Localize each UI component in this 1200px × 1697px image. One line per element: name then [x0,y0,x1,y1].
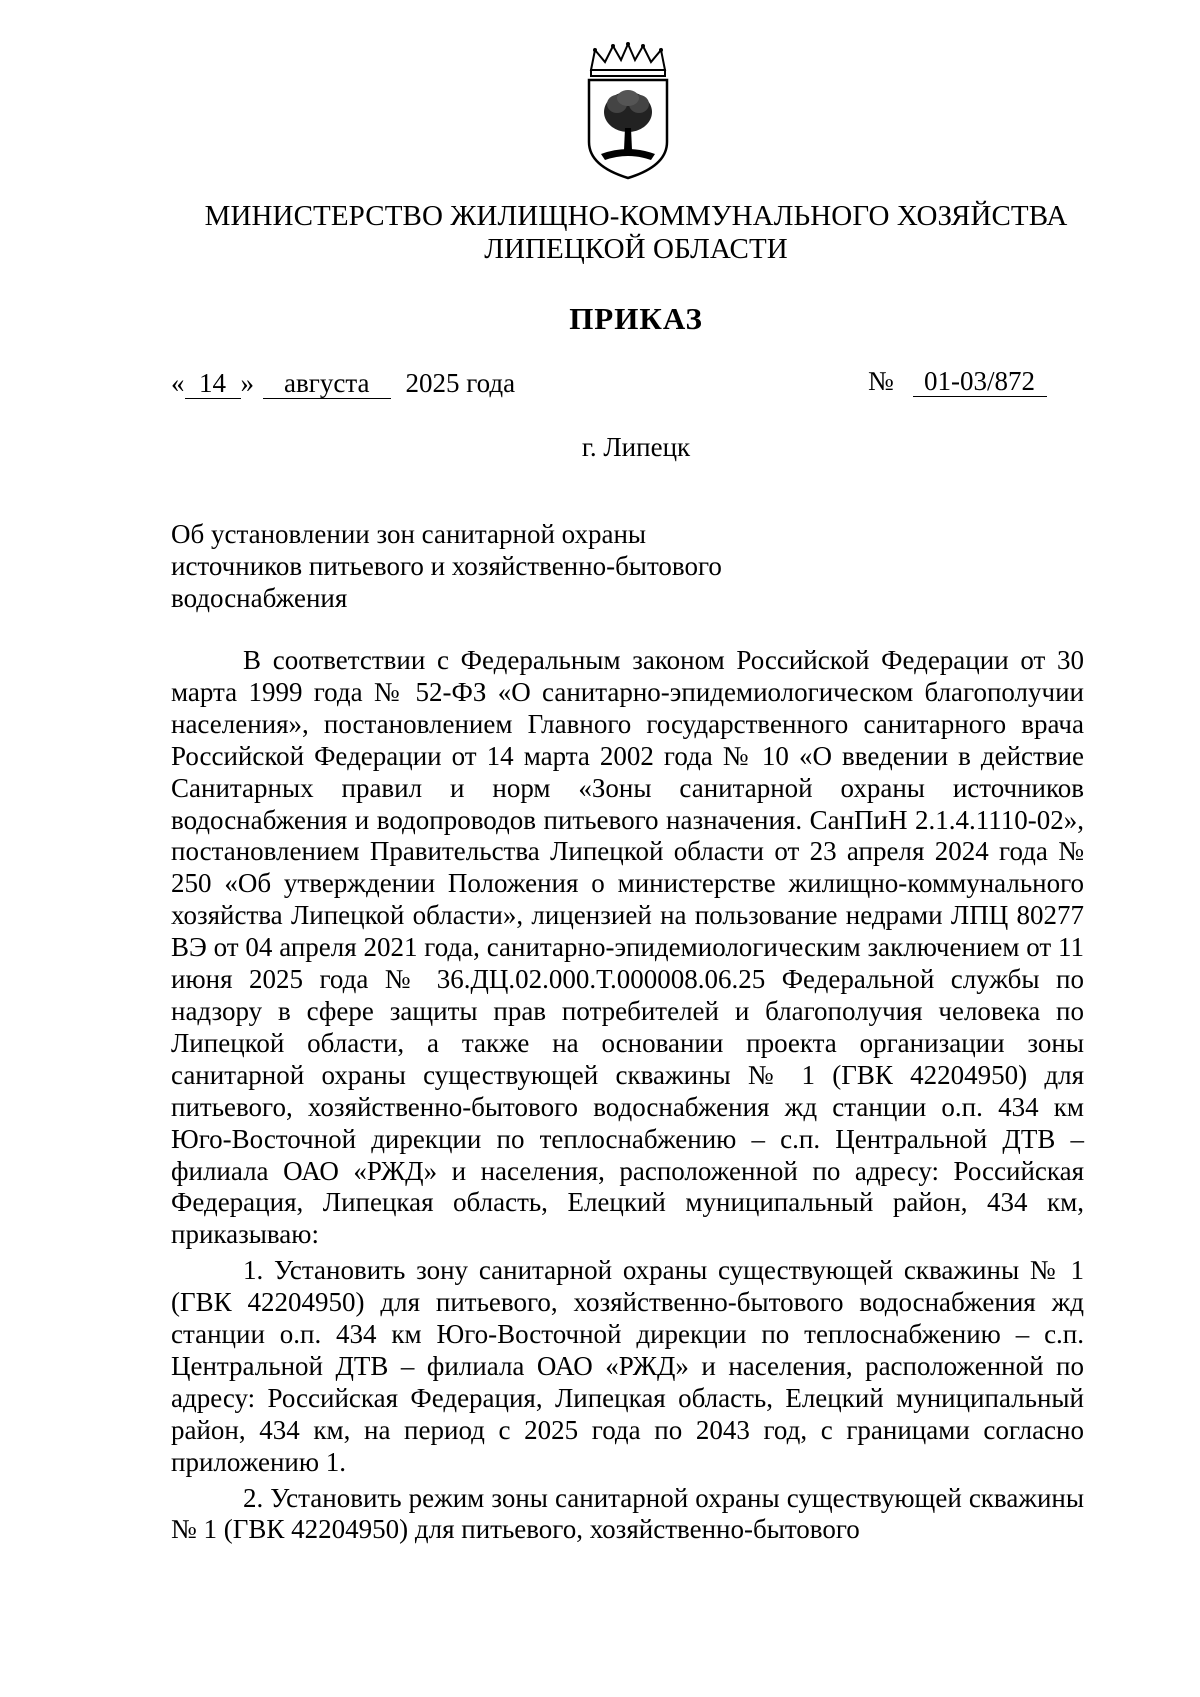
order-item-2: 2. Установить режим зоны санитарной охраны существующей скважины № 1 (ГВК 42204950) для питьевого, хозяйственно-бытового [171,1482,1084,1545]
order-number: 01-03/872 [913,366,1047,397]
ministry-name-line-2: ЛИПЕЦКОЙ ОБЛАСТИ [484,233,788,265]
ministry-name-line-1: МИНИСТЕРСТВО ЖИЛИЩНО-КОММУНАЛЬНОГО ХОЗЯЙСТВА [204,200,1068,232]
date-open-quote: « [171,368,185,398]
order-subject [171,518,791,614]
city-name: г. Липецк [581,432,691,462]
date-line [171,366,515,400]
order-number-line [868,366,1047,397]
document-type-title: ПРИКАЗ [569,301,703,336]
date-month: августа [263,368,391,399]
number-sign: № [868,366,894,396]
order-body [171,645,1084,1546]
date-close-quote: » [240,368,254,398]
date-year: 2025 года [405,368,516,398]
subject-line-2: источников питьевого и хозяйственно-бытового [171,551,722,581]
order-item-1: 1. Установить зону санитарной охраны существующей скважины № 1 (ГВК 42204950) для питьевого, хозяйственно-бытового водоснабжения жд станции о.п. 434 км Юго-Восточной дирекции по теплоснабжению – с.п. Центральной ДТВ – филиала ОАО «РЖД» и населения, расположенной по адресу: Российская Федерация, Липецкая область, Елецкий муниципальный район, 434 км, на период с 2025 года по 2043 год, с границами согласно приложению 1. [171,1255,1084,1477]
date-day: 14 [185,368,241,399]
preamble-paragraph: В соответствии с Федеральным законом Российской Федерации от 30 марта 1999 года № 52-ФЗ «О санитарно-эпидемиологическом благополучии населения», постановлением Главного государственного санитарного врача Российской Федерации от 14 марта 2002 года № 10 «О введении в действие Санитарных правил и норм «Зоны санитарной охраны источников водоснабжения и водопроводов питьевого назначения. СанПиН 2.1.4.1110-02», постановлением Правительства Липецкой области от 23 апреля 2024 года № 250 «Об утверждении Положения о министерстве жилищно-коммунального хозяйства Липецкой области», лицензией на пользование недрами ЛПЦ 80277 ВЭ от 04 апреля 2021 года, санитарно-эпидемиологическим заключением от 11 июня 2025 года № 36.ДЦ.02.000.Т.000008.06.25 Федеральной службы по надзору в сфере защиты прав потребителей и благополучия человека по Липецкой области, а также на основании проекта организации зоны санитарной охраны существующей скважины № 1 (ГВК 42204950) для питьевого, хозяйственно-бытового водоснабжения жд станции о.п. 434 км Юго-Восточной дирекции по теплоснабжению – с.п. Центральной ДТВ – филиала ОАО «РЖД» и населения, расположенной по адресу: Российская Федерация, Липецкая область, Елецкий муниципальный район, 434 км, приказываю: [171,645,1084,1250]
coat-of-arms-icon [585,42,671,182]
subject-line-3: водоснабжения [171,583,348,613]
ministry-name [120,200,1152,266]
subject-line-1: Об установлении зон санитарной охраны [171,519,647,549]
